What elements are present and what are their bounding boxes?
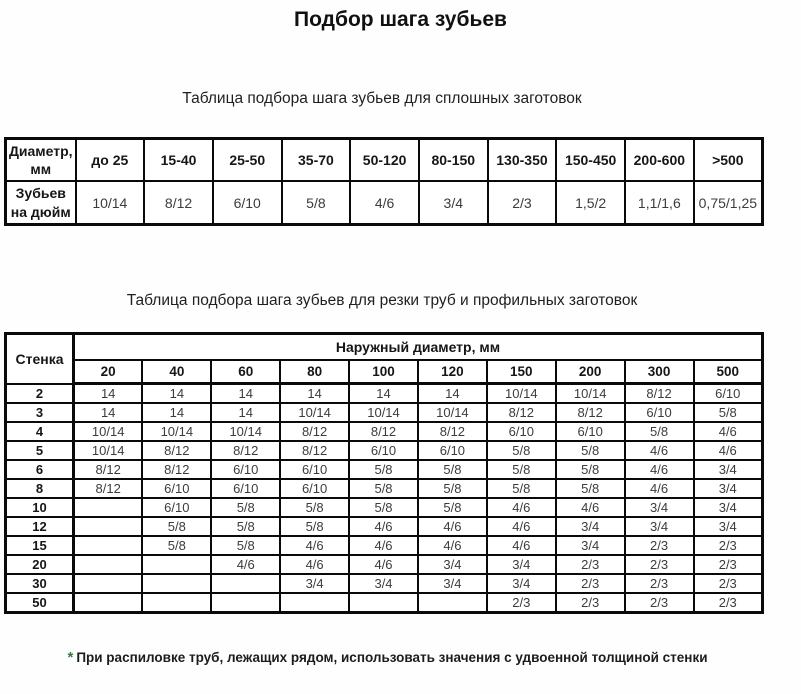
pitch-value-cell: 5/8 xyxy=(487,479,556,498)
wall-corner-cell: Стенка xyxy=(6,334,74,384)
pitch-value-cell: 3/4 xyxy=(280,574,349,593)
pitch-value-cell: 4/6 xyxy=(349,536,418,555)
table1-column-header: 25-50 xyxy=(213,139,282,182)
wall-thickness-cell: 20 xyxy=(6,555,74,574)
pitch-value-cell: 14 xyxy=(74,403,143,422)
pitch-value-cell: 8/12 xyxy=(556,403,625,422)
pitch-value-cell: 3/4 xyxy=(694,498,763,517)
pitch-value-cell: 4/6 xyxy=(556,498,625,517)
pitch-value-cell: 5/8 xyxy=(694,403,763,422)
pitch-value-cell: 8/12 xyxy=(625,384,694,404)
pitch-value-cell: 6/10 xyxy=(694,384,763,404)
table1-column-header: >500 xyxy=(694,139,763,182)
pitch-value-cell: 8/12 xyxy=(142,460,211,479)
table1-value-cell: 3/4 xyxy=(419,181,488,224)
pitch-value-cell: 8/12 xyxy=(142,441,211,460)
pitch-value-cell: 10/14 xyxy=(418,403,487,422)
pitch-value-cell: 8/12 xyxy=(487,403,556,422)
table1-value-cell: 10/14 xyxy=(76,181,145,224)
table2-data-row xyxy=(6,574,763,593)
table1-value-cell: 4/6 xyxy=(350,181,419,224)
table2-data-row xyxy=(6,479,763,498)
pitch-value-cell: 2/3 xyxy=(694,555,763,574)
table1-column-header: 50-120 xyxy=(350,139,419,182)
wall-thickness-cell: 50 xyxy=(6,593,74,613)
table1-column-header: 15-40 xyxy=(144,139,213,182)
pitch-value-cell: 5/8 xyxy=(280,498,349,517)
pitch-value-cell: 3/4 xyxy=(487,574,556,593)
pitch-value-cell xyxy=(211,574,280,593)
pitch-value-cell: 5/8 xyxy=(556,479,625,498)
table1-column-header: 130-350 xyxy=(488,139,557,182)
pitch-value-cell: 10/14 xyxy=(349,403,418,422)
pitch-value-cell: 6/10 xyxy=(349,441,418,460)
pitch-value-cell: 3/4 xyxy=(418,574,487,593)
pitch-value-cell xyxy=(74,536,143,555)
pitch-value-cell: 4/6 xyxy=(211,555,280,574)
pitch-value-cell: 6/10 xyxy=(625,403,694,422)
pitch-value-cell: 6/10 xyxy=(142,498,211,517)
pitch-value-cell: 4/6 xyxy=(487,536,556,555)
pitch-value-cell: 4/6 xyxy=(280,536,349,555)
table2-column-header: 80 xyxy=(280,360,349,384)
wall-thickness-cell: 15 xyxy=(6,536,74,555)
wall-thickness-cell: 3 xyxy=(6,403,74,422)
table1-column-header: 200-600 xyxy=(625,139,694,182)
pitch-value-cell: 4/6 xyxy=(487,498,556,517)
pitch-value-cell: 5/8 xyxy=(418,498,487,517)
pitch-value-cell: 4/6 xyxy=(625,441,694,460)
pitch-value-cell: 8/12 xyxy=(74,479,143,498)
table2-column-header: 100 xyxy=(349,360,418,384)
pitch-value-cell: 3/4 xyxy=(625,498,694,517)
pitch-value-cell: 4/6 xyxy=(418,517,487,536)
table2-data-row xyxy=(6,384,763,404)
pitch-value-cell: 14 xyxy=(280,384,349,404)
wall-thickness-cell: 12 xyxy=(6,517,74,536)
pitch-value-cell: 2/3 xyxy=(694,574,763,593)
outer-diameter-header: Наружный диаметр, мм xyxy=(74,334,763,360)
table1-value-cell: 5/8 xyxy=(282,181,351,224)
pitch-value-cell: 4/6 xyxy=(694,441,763,460)
table1-column-header: 150-450 xyxy=(556,139,625,182)
pitch-value-cell xyxy=(211,593,280,613)
pitch-value-cell: 5/8 xyxy=(349,498,418,517)
pitch-value-cell: 5/8 xyxy=(556,460,625,479)
table2-data-row xyxy=(6,517,763,536)
pitch-value-cell: 6/10 xyxy=(418,441,487,460)
pitch-value-cell: 4/6 xyxy=(280,555,349,574)
table2-columns-row xyxy=(6,360,763,384)
table1-value-cell: 1,1/1,6 xyxy=(625,181,694,224)
pitch-value-cell: 6/10 xyxy=(556,422,625,441)
page-title: Подбор шага зубьев xyxy=(294,8,507,31)
pitch-value-cell: 3/4 xyxy=(556,536,625,555)
pitch-value-cell: 3/4 xyxy=(487,555,556,574)
pitch-value-cell: 5/8 xyxy=(142,517,211,536)
pitch-value-cell: 10/14 xyxy=(211,422,280,441)
pitch-value-cell: 5/8 xyxy=(349,460,418,479)
pitch-value-cell: 5/8 xyxy=(418,460,487,479)
table2-data-row xyxy=(6,441,763,460)
pitch-value-cell: 4/6 xyxy=(418,536,487,555)
pitch-value-cell: 14 xyxy=(142,384,211,404)
table1-diameter-label: Диаметр, мм xyxy=(6,139,76,182)
pitch-value-cell: 2/3 xyxy=(556,555,625,574)
pitch-value-cell: 14 xyxy=(418,384,487,404)
pitch-value-cell: 3/4 xyxy=(694,460,763,479)
table1-value-cell: 0,75/1,25 xyxy=(694,181,763,224)
table1-value-cell: 8/12 xyxy=(144,181,213,224)
table2-data-row xyxy=(6,403,763,422)
pitch-value-cell xyxy=(74,498,143,517)
table2-data-row xyxy=(6,555,763,574)
table1-value-cell: 2/3 xyxy=(488,181,557,224)
pitch-value-cell xyxy=(349,593,418,613)
pitch-value-cell: 5/8 xyxy=(142,536,211,555)
pitch-value-cell: 10/14 xyxy=(487,384,556,404)
pitch-value-cell xyxy=(418,593,487,613)
pitch-value-cell: 5/8 xyxy=(418,479,487,498)
pitch-value-cell: 2/3 xyxy=(694,593,763,613)
pitch-value-cell: 8/12 xyxy=(211,441,280,460)
table2-data-row xyxy=(6,593,763,613)
pitch-value-cell: 5/8 xyxy=(487,441,556,460)
wall-thickness-cell: 10 xyxy=(6,498,74,517)
pitch-value-cell: 5/8 xyxy=(556,441,625,460)
pitch-value-cell: 8/12 xyxy=(74,460,143,479)
pitch-value-cell: 3/4 xyxy=(625,517,694,536)
pitch-value-cell: 5/8 xyxy=(349,479,418,498)
pitch-value-cell: 2/3 xyxy=(625,536,694,555)
pitch-value-cell: 5/8 xyxy=(625,422,694,441)
footnote-text: При распиловке труб, лежащих рядом, использовать значения с удвоенной толщиной стенки xyxy=(76,650,708,665)
table1-values-row xyxy=(6,181,763,224)
pitch-value-cell: 4/6 xyxy=(349,517,418,536)
pitch-value-cell: 4/6 xyxy=(487,517,556,536)
wall-thickness-cell: 30 xyxy=(6,574,74,593)
pitch-value-cell: 3/4 xyxy=(694,517,763,536)
table2-subtitle: Таблица подбора шага зубьев для резки труб и профильных заготовок xyxy=(126,292,638,309)
pitch-value-cell: 10/14 xyxy=(74,441,143,460)
table2-column-header: 300 xyxy=(625,360,694,384)
wall-thickness-cell: 6 xyxy=(6,460,74,479)
pitch-value-cell: 5/8 xyxy=(487,460,556,479)
pitch-value-cell: 2/3 xyxy=(487,593,556,613)
pitch-value-cell: 14 xyxy=(142,403,211,422)
table1-column-header: 80-150 xyxy=(419,139,488,182)
pitch-value-cell: 2/3 xyxy=(625,593,694,613)
pitch-value-cell: 8/12 xyxy=(418,422,487,441)
table2-data-row xyxy=(6,422,763,441)
pitch-value-cell: 2/3 xyxy=(556,574,625,593)
pitch-value-cell: 5/8 xyxy=(211,498,280,517)
pitch-value-cell: 10/14 xyxy=(142,422,211,441)
pitch-value-cell: 8/12 xyxy=(349,422,418,441)
pitch-value-cell xyxy=(280,593,349,613)
pitch-value-cell: 2/3 xyxy=(694,536,763,555)
pitch-value-cell: 2/3 xyxy=(625,555,694,574)
pitch-value-cell: 10/14 xyxy=(74,422,143,441)
pitch-value-cell xyxy=(142,593,211,613)
pitch-value-cell: 14 xyxy=(349,384,418,404)
pitch-value-cell: 14 xyxy=(74,384,143,404)
wall-thickness-cell: 5 xyxy=(6,441,74,460)
pitch-value-cell: 6/10 xyxy=(142,479,211,498)
pitch-value-cell: 3/4 xyxy=(556,517,625,536)
footnote-asterisk: * xyxy=(67,649,74,666)
pitch-value-cell: 14 xyxy=(211,384,280,404)
pitch-value-cell xyxy=(74,593,143,613)
pitch-value-cell xyxy=(74,555,143,574)
footnote xyxy=(0,649,775,666)
pitch-value-cell: 3/4 xyxy=(349,574,418,593)
pitch-value-cell: 2/3 xyxy=(625,574,694,593)
table2-column-header: 150 xyxy=(487,360,556,384)
pitch-value-cell: 2/3 xyxy=(556,593,625,613)
pitch-value-cell xyxy=(74,517,143,536)
pitch-value-cell: 6/10 xyxy=(211,479,280,498)
pitch-value-cell: 6/10 xyxy=(487,422,556,441)
tube-profile-table xyxy=(4,332,764,614)
table1-value-cell: 6/10 xyxy=(213,181,282,224)
table2-column-header: 20 xyxy=(74,360,143,384)
wall-thickness-cell: 8 xyxy=(6,479,74,498)
table2-column-header: 120 xyxy=(418,360,487,384)
pitch-value-cell: 6/10 xyxy=(211,460,280,479)
pitch-value-cell xyxy=(142,574,211,593)
table2-column-header: 500 xyxy=(694,360,763,384)
table2-group-header-row xyxy=(6,334,763,360)
pitch-value-cell: 5/8 xyxy=(211,536,280,555)
wall-thickness-cell: 2 xyxy=(6,384,74,404)
pitch-value-cell: 8/12 xyxy=(280,422,349,441)
wall-thickness-cell: 4 xyxy=(6,422,74,441)
table2-column-header: 200 xyxy=(556,360,625,384)
pitch-value-cell: 4/6 xyxy=(349,555,418,574)
pitch-value-cell: 3/4 xyxy=(694,479,763,498)
pitch-value-cell: 5/8 xyxy=(280,517,349,536)
table2-data-row xyxy=(6,536,763,555)
pitch-value-cell: 4/6 xyxy=(625,460,694,479)
pitch-value-cell: 4/6 xyxy=(694,422,763,441)
pitch-value-cell: 5/8 xyxy=(211,517,280,536)
pitch-value-cell: 10/14 xyxy=(280,403,349,422)
table1-header-row xyxy=(6,139,763,182)
pitch-value-cell: 6/10 xyxy=(280,479,349,498)
pitch-value-cell: 14 xyxy=(211,403,280,422)
pitch-value-cell: 6/10 xyxy=(280,460,349,479)
table1-column-header: 35-70 xyxy=(282,139,351,182)
table1-value-cell: 1,5/2 xyxy=(556,181,625,224)
table1-column-header: до 25 xyxy=(76,139,145,182)
table2-column-header: 40 xyxy=(142,360,211,384)
pitch-value-cell: 8/12 xyxy=(280,441,349,460)
table2-data-row xyxy=(6,460,763,479)
pitch-value-cell: 10/14 xyxy=(556,384,625,404)
table2-column-header: 60 xyxy=(211,360,280,384)
solid-stock-table xyxy=(4,137,764,226)
pitch-value-cell xyxy=(142,555,211,574)
table1-teeth-label: Зубьев на дюйм xyxy=(6,181,76,224)
pitch-value-cell: 4/6 xyxy=(625,479,694,498)
table2-data-row xyxy=(6,498,763,517)
pitch-value-cell xyxy=(74,574,143,593)
pitch-value-cell: 3/4 xyxy=(418,555,487,574)
table1-subtitle: Таблица подбора шага зубьев для сплошных заготовок xyxy=(182,90,582,107)
